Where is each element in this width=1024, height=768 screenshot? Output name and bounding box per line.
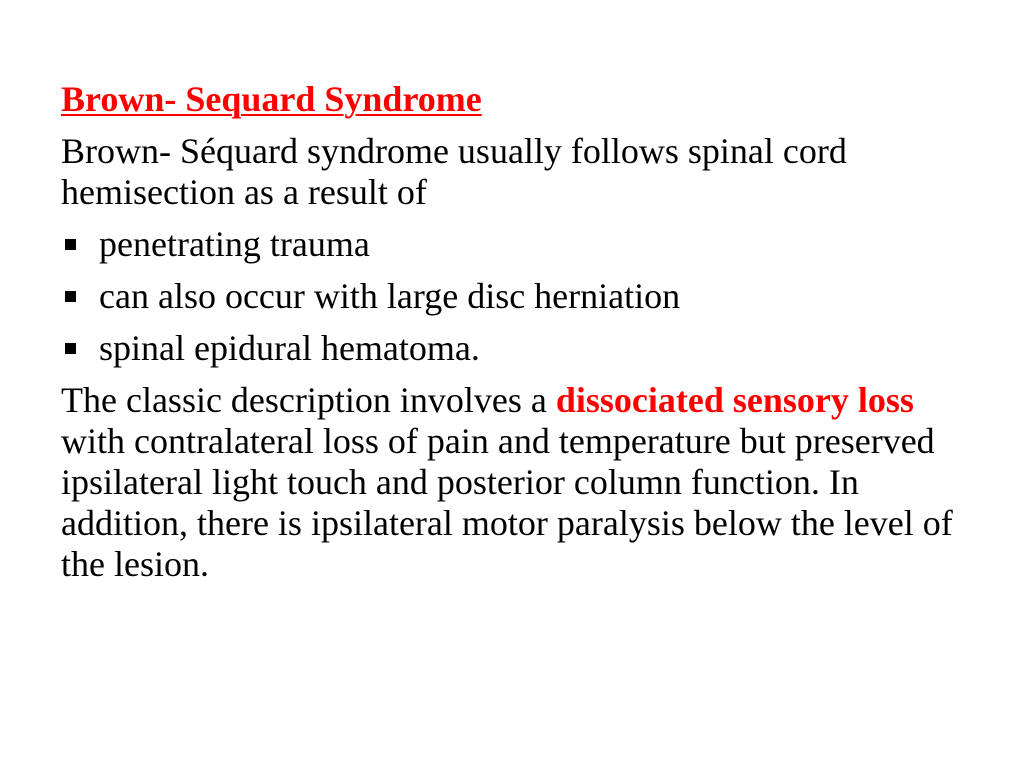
bullet-item <box>61 224 971 265</box>
square-bullet-icon <box>65 239 76 250</box>
bullet-text: penetrating trauma <box>99 224 370 264</box>
bullet-item <box>61 328 971 369</box>
description-paragraph <box>61 380 971 585</box>
highlighted-term: dissociated sensory loss <box>555 380 914 420</box>
bullet-text: spinal epidural hematoma. <box>99 328 480 368</box>
bullet-list <box>61 224 971 369</box>
square-bullet-icon <box>65 343 76 354</box>
slide-title: Brown- Sequard Syndrome <box>61 79 482 119</box>
description-text-lead: The classic description involves a <box>61 380 556 420</box>
description-text-rest: with contralateral loss of pain and temperature but preserved ipsilateral light touch and posterior column function. In addition, there is ipsilateral motor paralysis below the level of the lesion. <box>61 421 953 584</box>
slide-content <box>61 79 971 585</box>
bullet-text: can also occur with large disc herniation <box>99 276 681 316</box>
bullet-item <box>61 276 971 317</box>
square-bullet-icon <box>65 291 76 302</box>
intro-paragraph: Brown- Séquard syndrome usually follows spinal cord hemisection as a result of <box>61 131 847 212</box>
